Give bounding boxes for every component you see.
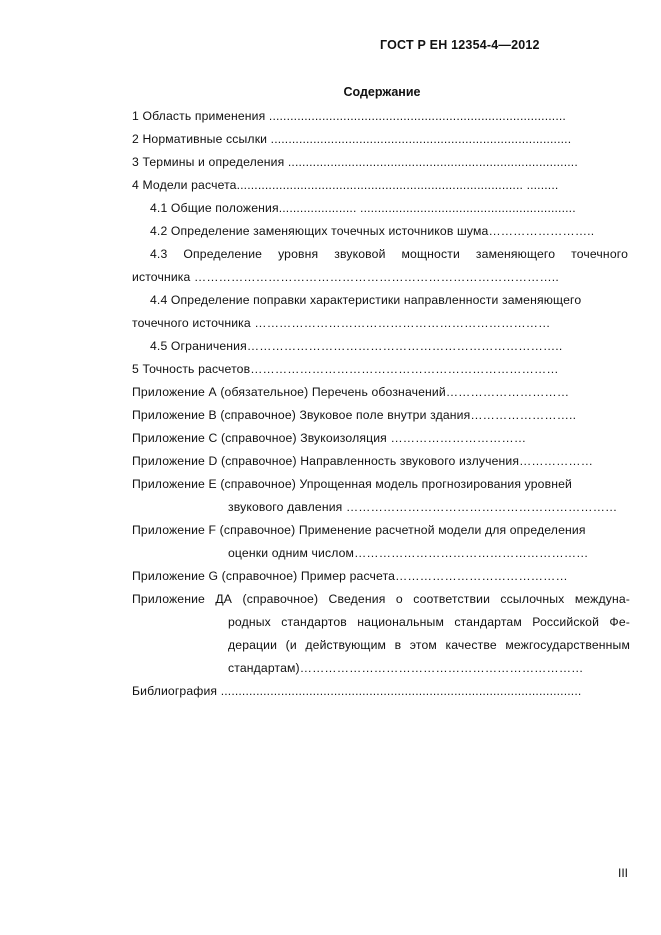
toc-entry: 1 Область применения .................................................................................... — [132, 109, 566, 123]
toc-entry: Приложение А (обязательное) Перечень обозначений………………………… — [132, 385, 570, 399]
toc-entry: 4.4 Определение поправки характеристики направленности заменяющего — [150, 293, 582, 307]
toc-entry-continuation: стандартам)…………………………………………………………… — [228, 661, 584, 675]
toc-entry: Приложение F (справочное) Применение расчетной модели для определения — [132, 523, 586, 537]
toc-entry: 2 Нормативные ссылки ..................................................................................... — [132, 132, 572, 146]
toc-entry: 4.3 Определение уровня звуковой мощности заменяющего точечного — [150, 247, 628, 261]
toc-entry: Приложение D (справочное) Направленность звукового излучения……………… — [132, 454, 594, 468]
toc-entry-continuation: оценки одним числом………………………………………………… — [228, 546, 589, 560]
page-number: III — [618, 866, 629, 880]
document-header: ГОСТ Р ЕН 12354-4—2012 — [380, 38, 540, 52]
toc-entry-continuation: родных стандартов национальным стандартам Российской Фе- — [228, 615, 630, 629]
contents-title: Содержание — [343, 85, 421, 99]
toc-entry: 3 Термины и определения .................................................................................. — [132, 155, 578, 169]
toc-entry: 5 Точность расчетов………………………………………………………………… — [132, 362, 559, 376]
toc-entry: Приложение G (справочное) Пример расчета…………………………………… — [132, 569, 568, 583]
toc-entry-continuation: источника …………………………………………………………………………….. — [132, 270, 559, 284]
toc-entry: 4.1 Общие положения...................... ............................................................. — [150, 201, 576, 215]
toc-entry: 4 Модели расчета................................................................................. ......... — [132, 178, 559, 192]
toc-entry: 4.5 Ограничения………………………………………………………………….. — [150, 339, 563, 353]
toc-entry: 4.2 Определение заменяющих точечных источников шума…………………….. — [150, 224, 595, 238]
toc-entry: Приложение E (справочное) Упрощенная модель прогнозирования уровней — [132, 477, 573, 491]
toc-entry-continuation: дерации (и действующим в этом качестве межгосударственным — [228, 638, 630, 652]
toc-entry: Приложение С (справочное) Звукоизоляция …………………………… — [132, 431, 527, 445]
toc-entry: Библиография ...................................................................................................... — [132, 684, 582, 698]
toc-entry: Приложение В (справочное) Звуковое поле внутри здания…………………….. — [132, 408, 577, 422]
toc-entry-continuation: точечного источника ……………………………………………………………… — [132, 316, 551, 330]
toc-entry-continuation: звукового давления ………………………………………………………… — [228, 500, 618, 514]
toc-entry: Приложение ДА (справочное) Сведения о соответствии ссылочных междуна- — [132, 592, 630, 606]
